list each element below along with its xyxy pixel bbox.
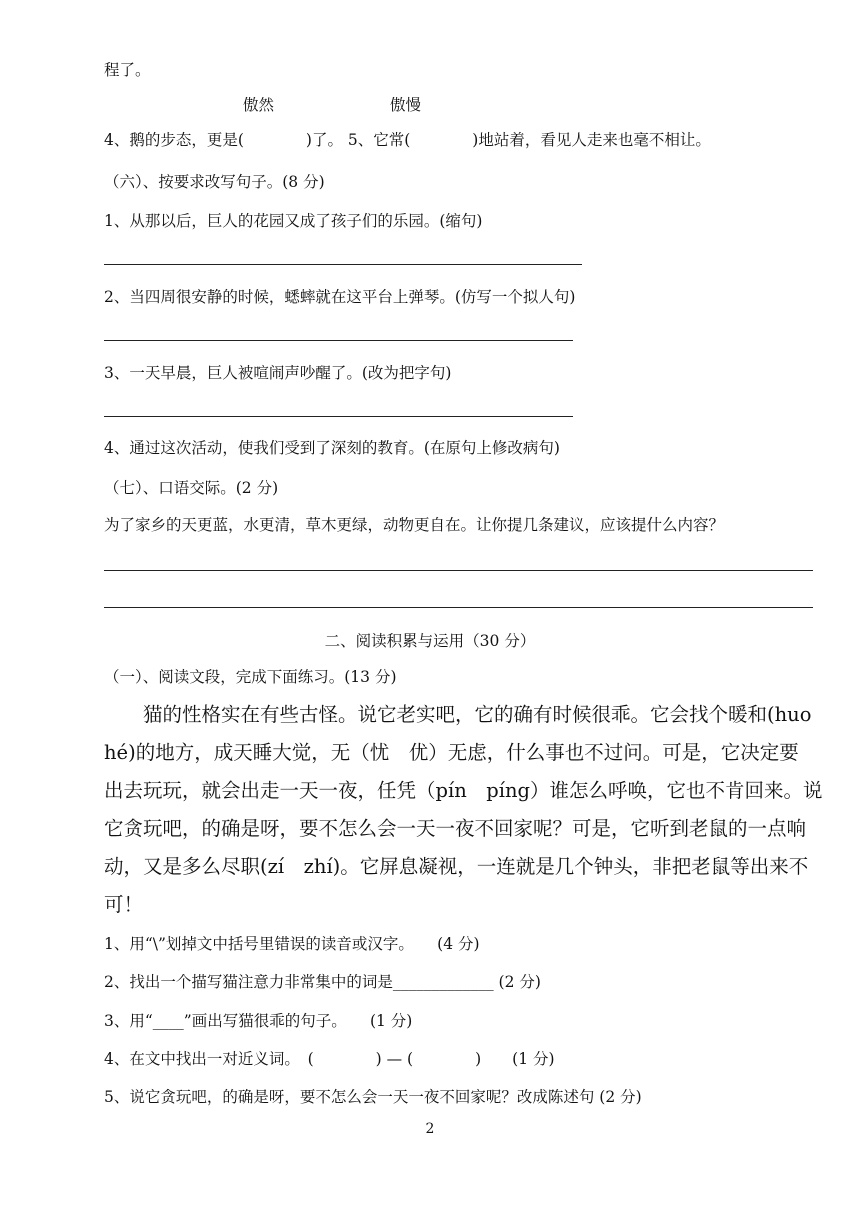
answer-line-5 <box>104 607 813 608</box>
passage-line: 动，又是多么尽职(zí zhí)。它屏息凝视，一连就是几个钟头，非把老鼠等出来不 <box>104 855 809 878</box>
rewrite-item-2: 2、当四周很安静的时候，蟋蟀就在这平台上弹琴。(仿写一个拟人句) <box>104 288 576 306</box>
section-6-heading: （六）、按要求改写句子。(8 分) <box>104 173 325 191</box>
passage-line: 猫的性格实在有些古怪。说它老实吧，它的确有时候很乖。它会找个暖和(huo <box>104 703 812 726</box>
answer-line-3 <box>104 416 573 417</box>
reading-question-5: 5、说它贪玩吧，的确是呀，要不怎么会一天一夜不回家呢？改成陈述句 (2 分) <box>104 1088 642 1106</box>
reading-passage <box>104 696 823 924</box>
answer-line-1 <box>104 264 582 265</box>
oral-question: 为了家乡的天更蓝，水更清，草木更绿，动物更自在。让你提几条建议，应该提什么内容？ <box>104 516 725 534</box>
passage-line: 出去玩玩，就会出走一天一夜，任凭（pín píng）谁怎么呼唤，它也不肯回来。说 <box>104 779 823 802</box>
reading-question-2: 2、找出一个描写猫注意力非常集中的词是_____________ (2 分) <box>104 973 541 991</box>
passage-line: hé)的地方，成天睡大觉，无（忧 优）无虑，什么事也不过问。可是，它决定要 <box>104 741 799 764</box>
reading-sub-heading: （一）、阅读文段，完成下面练习。(13 分) <box>104 668 397 686</box>
section-7-heading: （七）、口语交际。(2 分) <box>104 479 279 497</box>
word-choice-2: 傲慢 <box>390 96 422 114</box>
carry-over-line: 程了。 <box>104 61 151 79</box>
reading-question-4: 4、在文中找出一对近义词。 ( ) — ( ) (1 分) <box>104 1050 555 1068</box>
reading-question-3: 3、用“____”画出写猫很乖的句子。 (1 分) <box>104 1012 413 1030</box>
answer-line-4 <box>104 570 813 571</box>
fill-in-questions-4-5: 4、鹅的步态，更是( )了。 5、它常( )地站着，看见人走来也毫不相让。 <box>104 131 711 149</box>
rewrite-item-1: 1、从那以后，巨人的花园又成了孩子们的乐园。(缩句) <box>104 212 483 230</box>
reading-question-1: 1、用“\”划掉文中括号里错误的读音或汉字。 (4 分) <box>104 935 480 953</box>
passage-line: 它贪玩吧，的确是呀，要不怎么会一天一夜不回家呢？可是，它听到老鼠的一点响 <box>104 817 807 840</box>
rewrite-item-4: 4、通过这次活动，使我们受到了深刻的教育。(在原句上修改病句) <box>104 439 560 457</box>
answer-line-2 <box>104 340 573 341</box>
part-2-title: 二、阅读积累与运用（30 分） <box>324 632 536 650</box>
passage-line: 可！ <box>104 893 144 916</box>
word-choice-1: 傲然 <box>243 96 275 114</box>
rewrite-item-3: 3、一天早晨，巨人被喧闹声吵醒了。(改为把字句) <box>104 364 452 382</box>
page-number: 2 <box>425 1121 435 1137</box>
